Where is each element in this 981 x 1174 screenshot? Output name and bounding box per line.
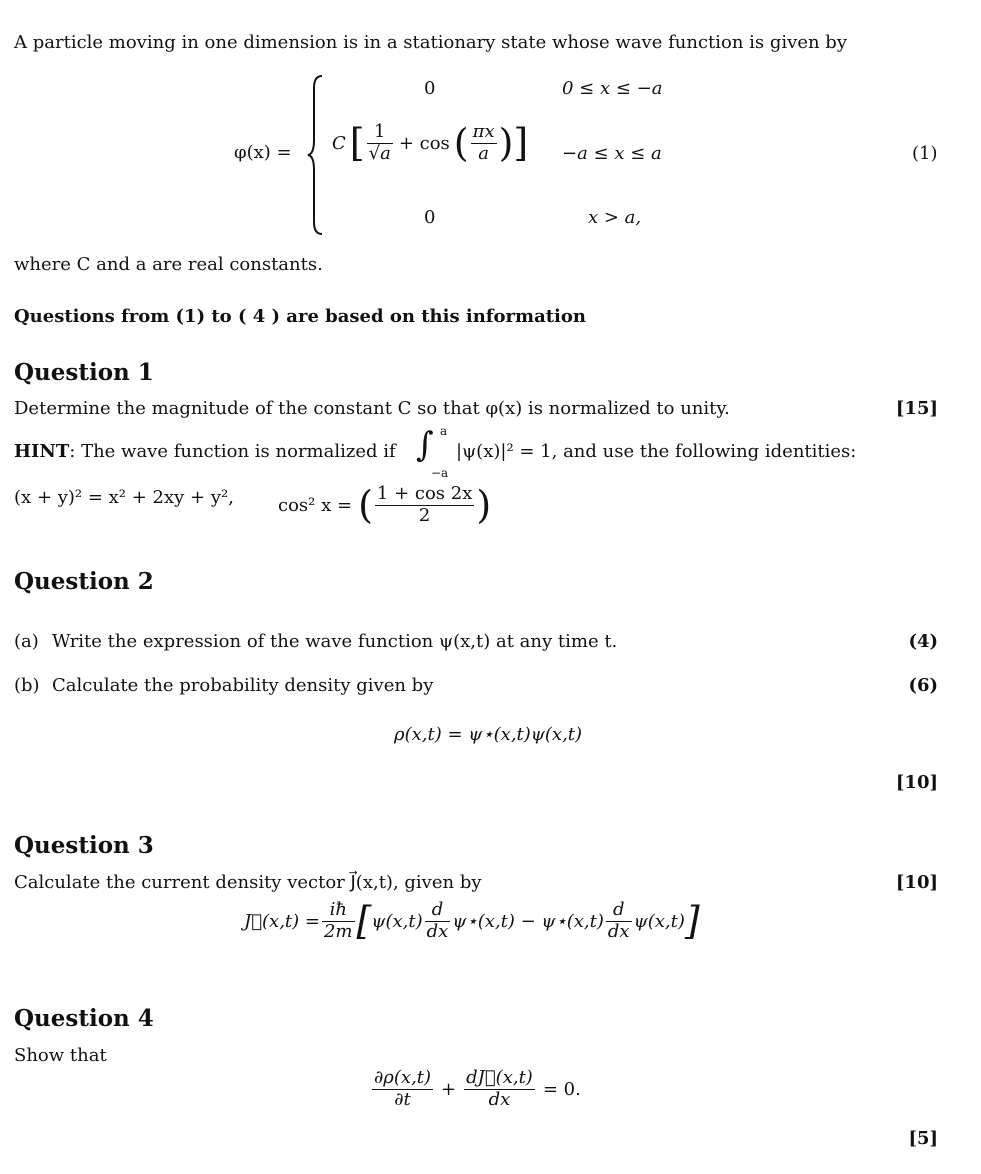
derivative-2-den: dx: [607, 920, 630, 942]
continuity-frac1-den: ∂t: [394, 1088, 411, 1110]
wavefunction-lhs: φ(x) =: [234, 142, 292, 163]
question-1-title: Question 1: [14, 359, 154, 386]
question-2b-text: Calculate the probability density given by: [52, 675, 434, 696]
cases-brace: [306, 74, 326, 236]
derivative-2-num: d: [606, 900, 632, 922]
current-density-formula: [244, 900, 700, 942]
equation-number: (1): [912, 143, 938, 164]
question-2a-marks: (4): [908, 631, 938, 652]
case1-condition: 0 ≤ x ≤ −a: [562, 78, 663, 99]
question-3-title: Question 3: [14, 832, 154, 859]
current-term-2: ψ⋆(x,t) − ψ⋆(x,t): [452, 910, 604, 932]
question-2a-label: (a): [14, 631, 39, 652]
hint-label: HINT: [14, 441, 70, 462]
current-derivative-1: [425, 900, 451, 942]
question-4-title: Question 4: [14, 1005, 154, 1032]
right-bracket: ]: [513, 121, 529, 166]
case2-arg-den: a: [478, 142, 489, 164]
case2-frac-den: √a: [368, 142, 391, 164]
question-3-marks: [10]: [895, 872, 938, 893]
left-bracket: [: [349, 121, 365, 166]
identity-2-den: 2: [418, 504, 431, 526]
continuity-equation: [370, 1068, 581, 1110]
integral-lower: −a: [431, 466, 449, 480]
question-2-title: Question 2: [14, 568, 154, 595]
case2-arg-num: πx: [472, 121, 495, 142]
case2-condition: −a ≤ x ≤ a: [562, 143, 662, 164]
case3-condition: x > a,: [588, 207, 642, 228]
continuity-plus: +: [441, 1078, 457, 1100]
derivative-1-den: dx: [426, 920, 449, 942]
case2-value: [332, 122, 528, 164]
identity-right-paren: ): [476, 483, 492, 528]
case2-plus-cos: + cos: [398, 132, 450, 154]
case2-constant: C: [332, 132, 346, 154]
intro-text: A particle moving in one dimension is in a stationary state whose wave function is given by: [14, 32, 847, 53]
hint-text: : The wave function is normalized if: [69, 441, 396, 462]
case1-value: 0: [424, 78, 436, 99]
question-2a-text: Write the expression of the wave function ψ(x,t) at any time t.: [52, 631, 618, 652]
derivative-1-num: d: [425, 900, 451, 922]
continuity-fraction-2: [464, 1068, 535, 1110]
integral-upper: a: [440, 424, 448, 438]
continuity-frac2-num: dJ⃗(x,t): [466, 1067, 533, 1088]
question-1-marks: [15]: [895, 398, 938, 419]
identity-1: (x + y)² = x² + 2xy + y²,: [14, 487, 234, 508]
case2-arg-fraction: [471, 122, 497, 164]
case2-fraction: [367, 122, 393, 164]
identity-2-fraction: [375, 484, 474, 526]
left-paren: (: [453, 121, 469, 166]
case3-value: 0: [424, 207, 436, 228]
identity-2-num: 1 + cos 2x: [376, 483, 473, 504]
identity-2: [278, 484, 491, 526]
integral-sign: ∫: [416, 425, 434, 465]
current-coef-num: iħ: [322, 900, 355, 922]
question-4-marks: [5]: [908, 1128, 938, 1149]
hint-line: [14, 441, 396, 462]
continuity-rhs: = 0.: [542, 1078, 581, 1100]
case2-frac-num: 1: [367, 122, 393, 144]
current-coef-fraction: [322, 900, 355, 942]
continuity-fraction-1: [372, 1068, 433, 1110]
current-term-3: ψ(x,t): [633, 910, 685, 932]
question-2b-label: (b): [14, 675, 40, 696]
info-note: Questions from (1) to ( 4 ) are based on this information: [14, 306, 586, 327]
continuity-frac2-den: dx: [488, 1088, 511, 1110]
current-right-bracket: ]: [684, 899, 700, 944]
question-4-text: Show that: [14, 1045, 107, 1066]
current-left-bracket: [: [356, 899, 372, 944]
identity-left-paren: (: [358, 483, 373, 528]
identity-2-lhs: cos² x =: [278, 494, 353, 516]
right-paren: ): [498, 121, 514, 166]
question-2-marks: [10]: [895, 772, 938, 793]
question-2b-marks: (6): [908, 675, 938, 696]
hint-expression: |ψ(x)|² = 1, and use the following identities:: [456, 441, 857, 462]
current-term-1: ψ(x,t): [371, 910, 423, 932]
current-derivative-2: [606, 900, 632, 942]
probability-density-formula: ρ(x,t) = ψ⋆(x,t)ψ(x,t): [394, 724, 583, 745]
where-text: where C and a are real constants.: [14, 254, 323, 275]
current-density-lhs: J⃗(x,t) =: [244, 910, 320, 932]
question-1-text: Determine the magnitude of the constant C so that φ(x) is normalized to unity.: [14, 398, 730, 419]
question-3-text: Calculate the current density vector J⃗(x,t), given by: [14, 872, 482, 893]
continuity-frac1-num: ∂ρ(x,t): [374, 1067, 432, 1088]
current-coef-den: 2m: [323, 920, 353, 942]
